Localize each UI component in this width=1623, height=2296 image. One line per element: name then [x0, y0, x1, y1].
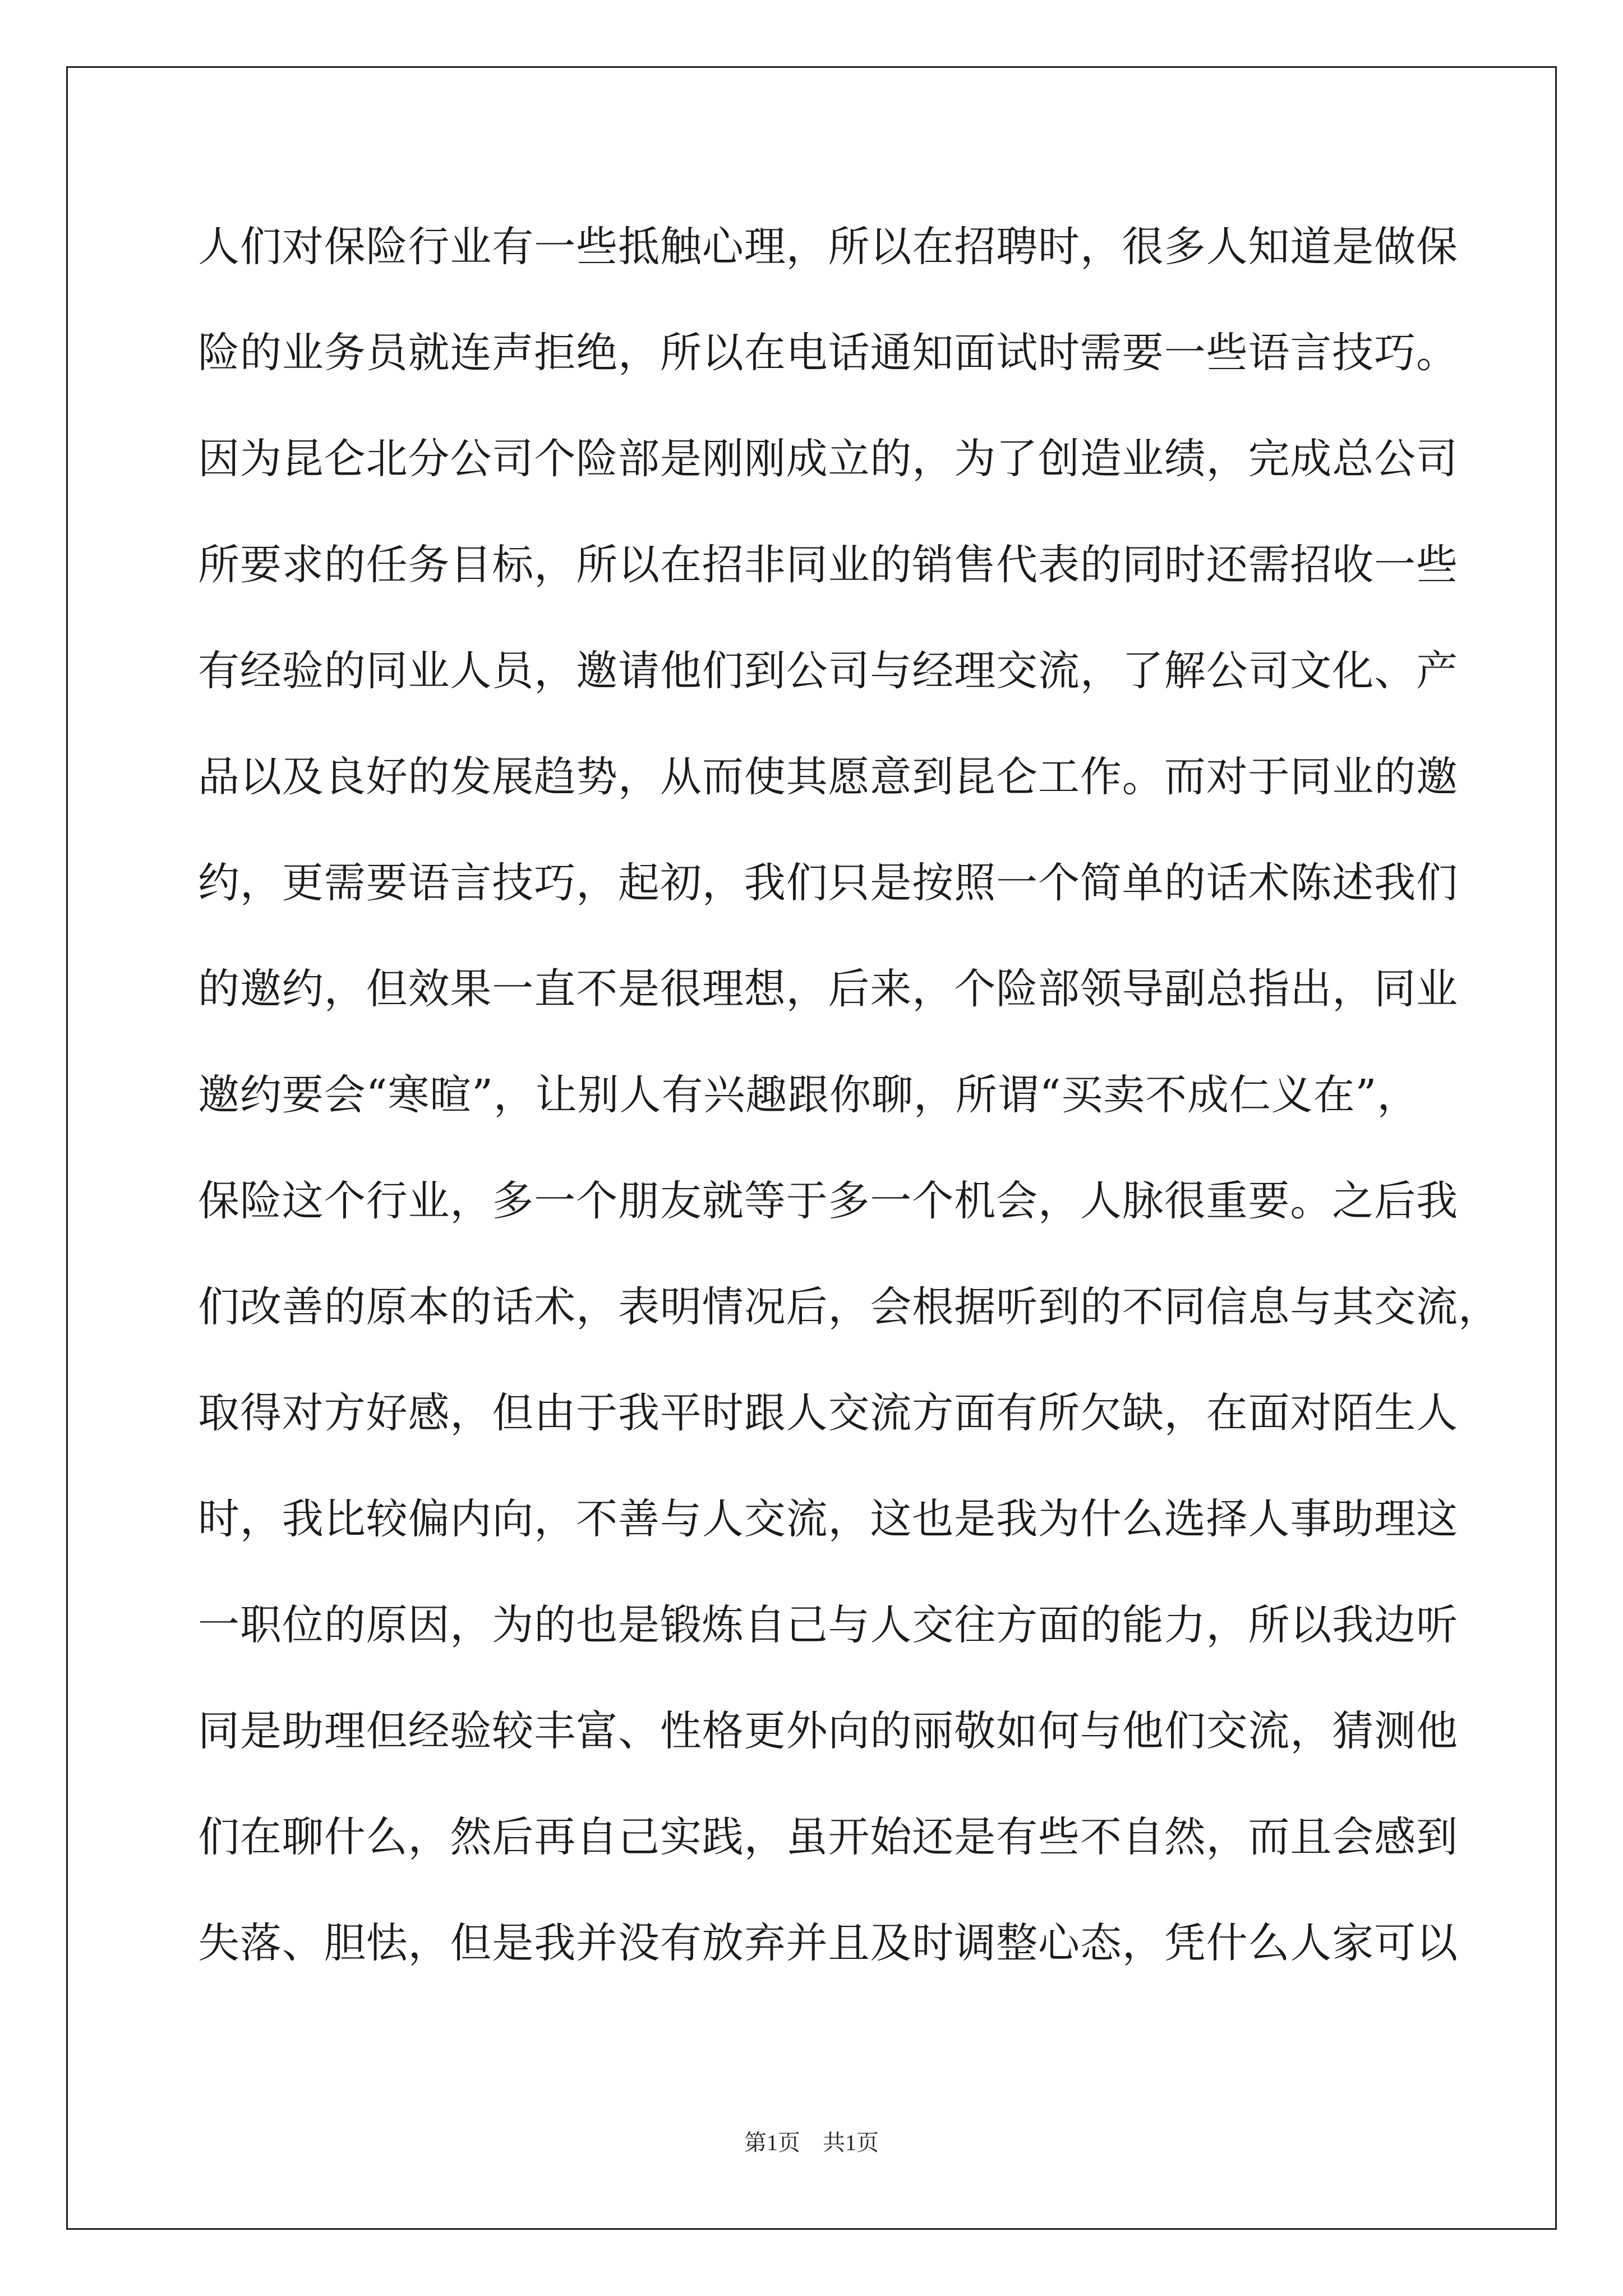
text-line-6: 品以及良好的发展趋势，从而使其愿意到昆仑工作。而对于同业的邀 [198, 753, 1458, 801]
text-line-14: 一职位的原因，为的也是锻炼自己与人交往方面的能力，所以我边听 [198, 1601, 1458, 1649]
text-line-9: 邀约要会“寒暄”，让别人有兴趣跟你聊，所谓“买卖不成仁义在”， [198, 1071, 1419, 1119]
text-line-3: 因为昆仑北分公司个险部是刚刚成立的，为了创造业绩，完成总公司 [198, 435, 1458, 483]
text-line-2: 险的业务员就连声拒绝，所以在电话通知面试时需要一些语言技巧。 [198, 329, 1458, 377]
text-line-7: 约，更需要语言技巧，起初，我们只是按照一个简单的话术陈述我们 [198, 859, 1458, 907]
text-line-10: 保险这个行业，多一个朋友就等于多一个机会，人脉很重要。之后我 [198, 1177, 1458, 1225]
text-line-17: 失落、胆怯，但是我并没有放弃并且及时调整心态，凭什么人家可以 [198, 1919, 1458, 1967]
text-line-16: 们在聊什么，然后再自己实践，虽开始还是有些不自然，而且会感到 [198, 1813, 1458, 1861]
page-number-footer: 第1页 共1页 [744, 2130, 879, 2155]
text-line-15: 同是助理但经验较丰富、性格更外向的丽敬如何与他们交流，猜测他 [198, 1707, 1458, 1755]
text-line-8: 的邀约，但效果一直不是很理想，后来，个险部领导副总指出，同业 [198, 965, 1458, 1013]
text-line-5: 有经验的同业人员，邀请他们到公司与经理交流，了解公司文化、产 [198, 647, 1458, 695]
document-body [198, 219, 1500, 2021]
text-line-12: 取得对方好感，但由于我平时跟人交流方面有所欠缺，在面对陌生人 [198, 1389, 1458, 1437]
text-line-1: 人们对保险行业有一些抵触心理，所以在招聘时，很多人知道是做保 [198, 223, 1458, 271]
text-line-11: 们改善的原本的话术，表明情况后，会根据听到的不同信息与其交流， [198, 1283, 1500, 1331]
text-line-13: 时，我比较偏内向，不善与人交流，这也是我为什么选择人事助理这 [198, 1495, 1458, 1543]
text-line-4: 所要求的任务目标，所以在招非同业的销售代表的同时还需招收一些 [198, 541, 1458, 589]
